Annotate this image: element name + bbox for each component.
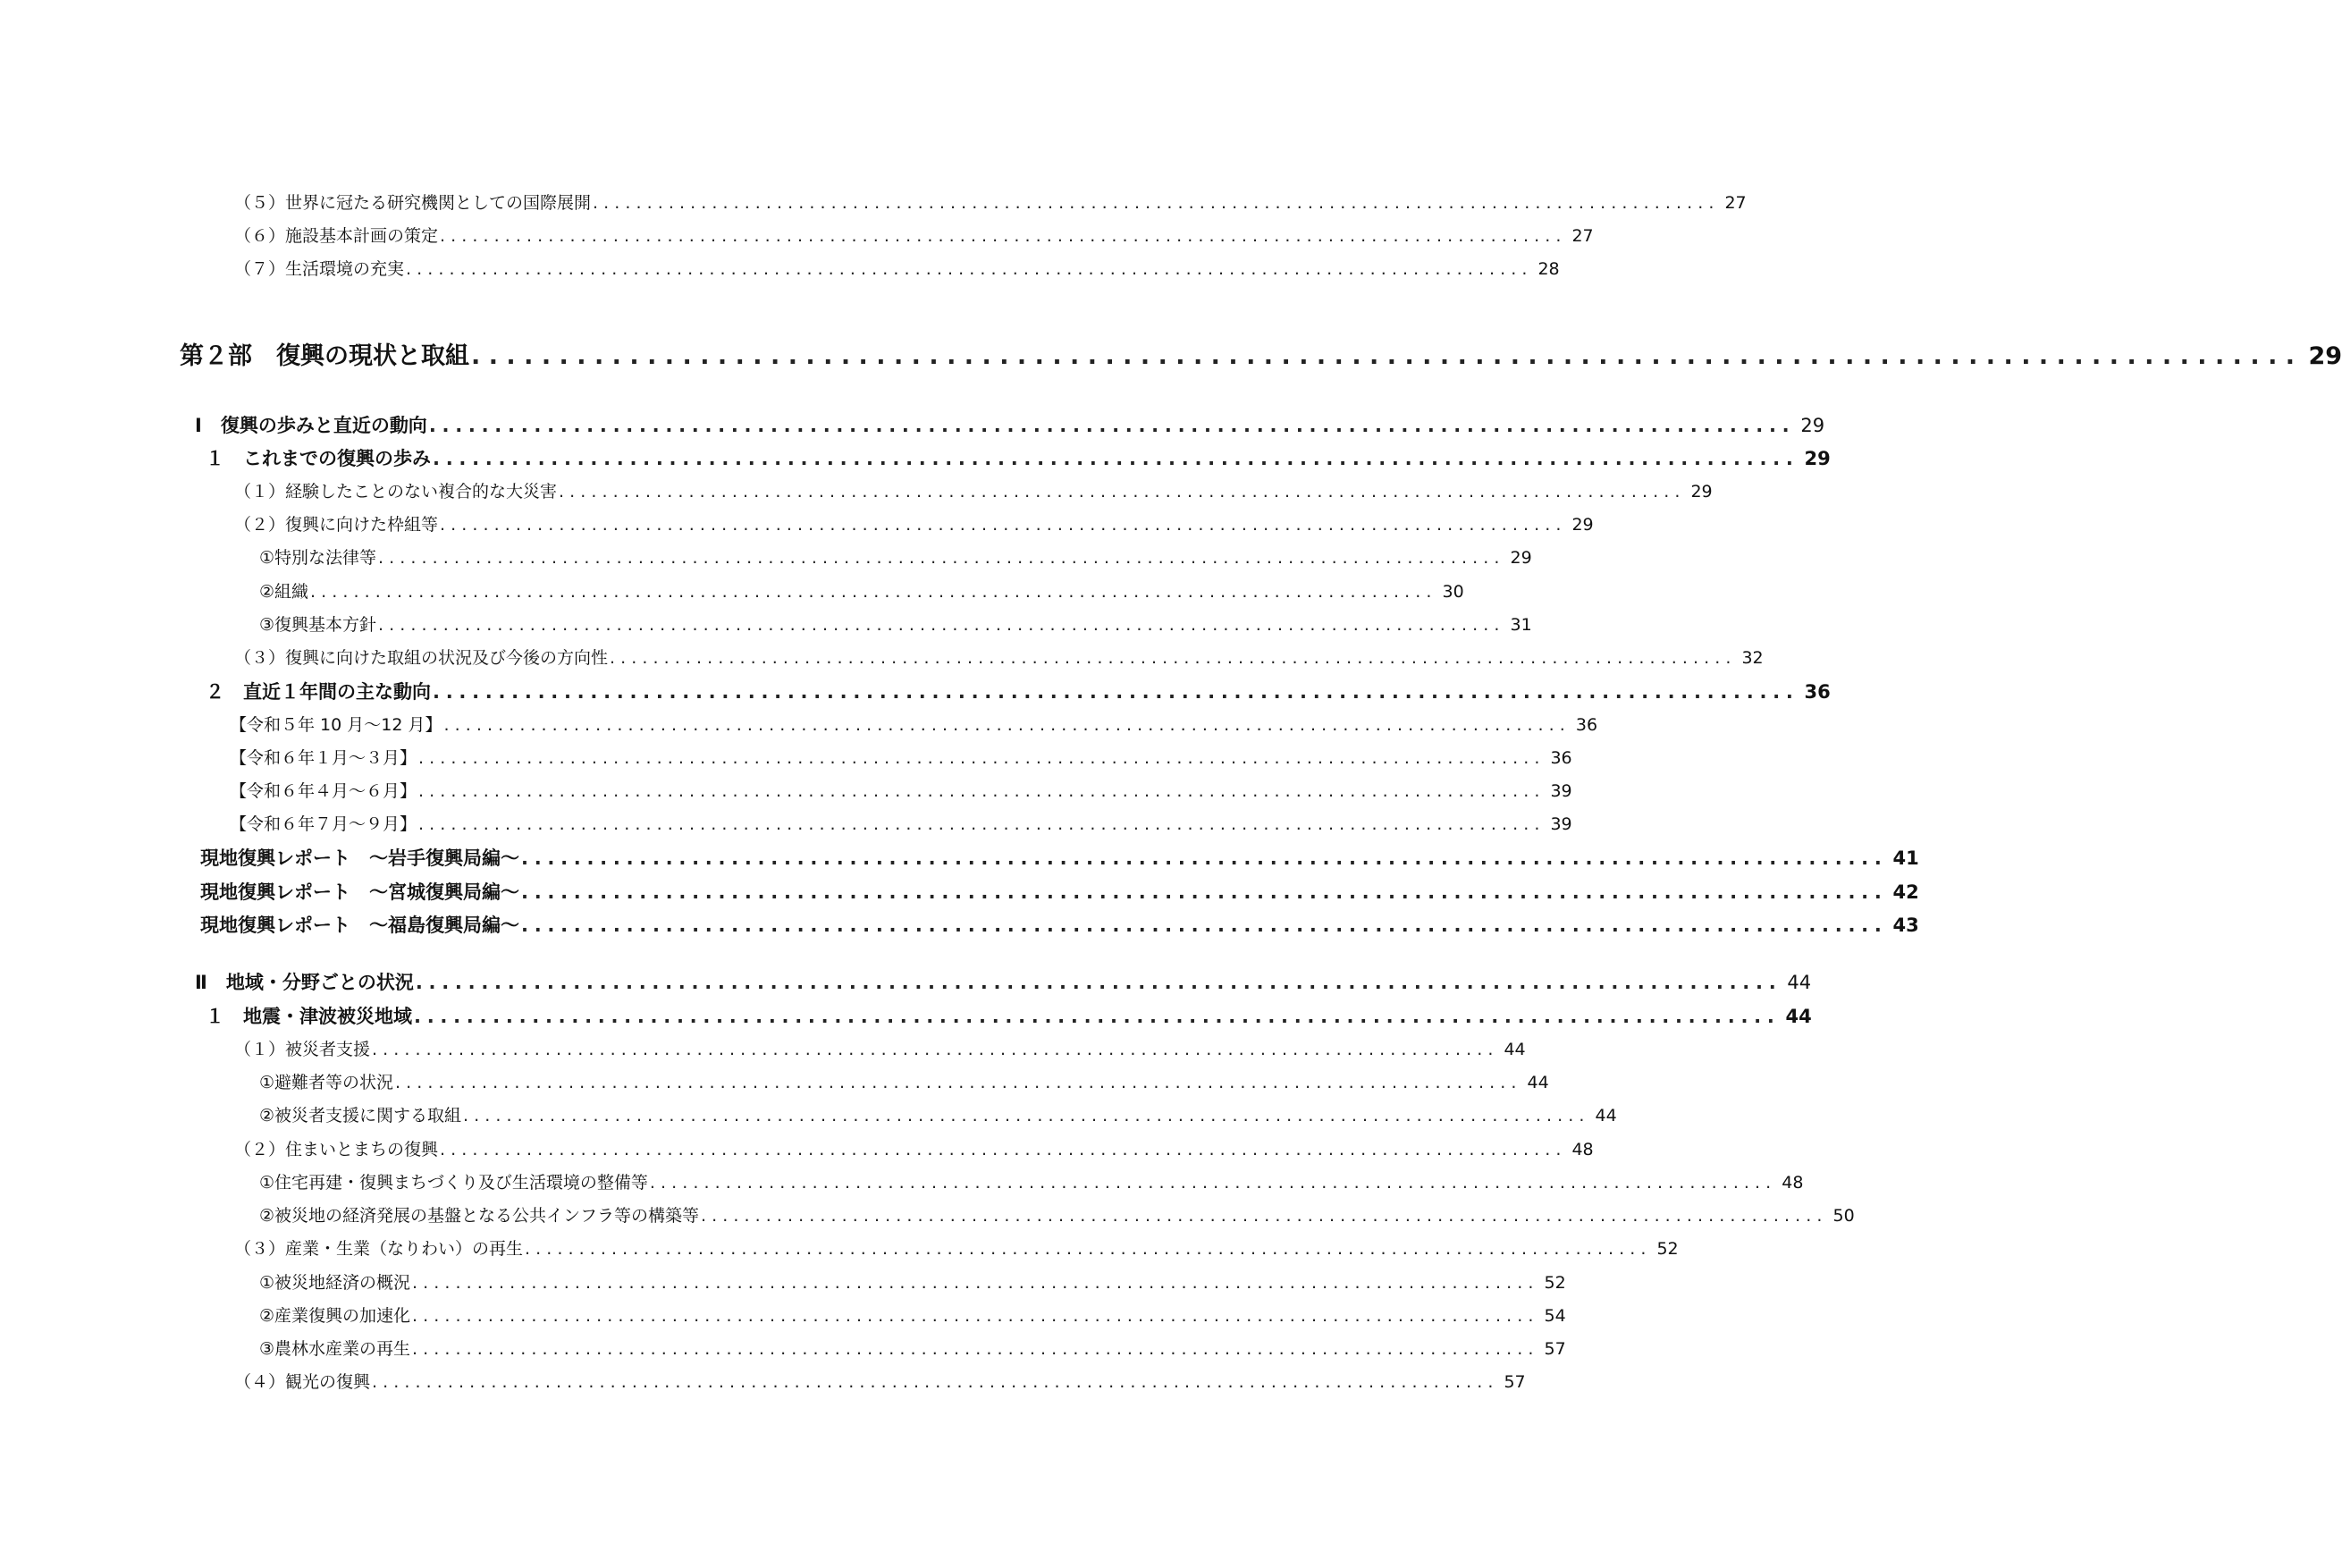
toc-page-number: 50	[1832, 1206, 1855, 1226]
toc-entry-label: 【令和６年１月～３月】	[230, 748, 417, 768]
toc-page-number: 29	[1800, 415, 1825, 436]
toc-leader: ........................................................................................................	[649, 1173, 1777, 1193]
toc-page-number: 44	[1787, 972, 1812, 993]
toc-entry-label: Ⅰ 復興の歩みと直近の動向	[195, 415, 427, 436]
toc-page-number: 44	[1785, 1006, 1812, 1027]
toc-entry-label: （３）復興に向けた取組の状況及び今後の方向性	[234, 648, 609, 668]
toc-leader: ........................................................................................................	[443, 715, 1571, 735]
toc-entry[interactable]	[230, 811, 1572, 835]
toc-leader: ........................................................................................................	[440, 515, 1567, 535]
toc-page-number: 44	[1527, 1073, 1549, 1092]
toc-page-number: 32	[1741, 648, 1764, 668]
toc-page-number: 29	[1510, 548, 1532, 568]
toc-leader: ........................................................................................................	[406, 259, 1533, 279]
toc-page-number: 30	[1442, 582, 1464, 602]
toc-page-number: 44	[1504, 1040, 1526, 1059]
toc-entry-label: （２）復興に向けた枠組等	[234, 515, 439, 535]
toc-page-number: 29	[1571, 515, 1594, 535]
toc-entry[interactable]	[234, 478, 1713, 502]
toc-page-number: 54	[1544, 1306, 1566, 1326]
toc-entry[interactable]	[259, 1202, 1855, 1227]
toc-report-heading[interactable]	[200, 911, 1919, 938]
toc-part-heading[interactable]	[180, 336, 2342, 371]
toc-entry-label: ①住宅再建・復興まちづくり及び生活環境の整備等	[259, 1173, 648, 1193]
toc-entry[interactable]	[230, 712, 1598, 736]
toc-section-heading[interactable]	[206, 678, 1831, 704]
toc-leader: ........................................................................................................	[433, 448, 1799, 469]
toc-leader: ........................................................................................................	[372, 1372, 1499, 1392]
toc-entry-label: （４）観光の復興	[234, 1372, 371, 1392]
toc-page-number: 28	[1537, 259, 1560, 279]
toc-leader: ........................................................................................................	[412, 1273, 1539, 1293]
toc-entry[interactable]	[234, 223, 1594, 247]
toc-page-number: 29	[1690, 482, 1713, 502]
toc-report-heading[interactable]	[200, 844, 1919, 871]
toc-page-number: 57	[1544, 1339, 1566, 1359]
toc-page-number: 52	[1544, 1273, 1566, 1293]
toc-page-number: 48	[1571, 1140, 1594, 1159]
toc-entry-label: ①避難者等の状況	[259, 1073, 394, 1092]
toc-entry-label: （１）経験したことのない複合的な大災害	[234, 482, 558, 502]
toc-entry-label: ①被災地経済の概況	[259, 1273, 411, 1293]
toc-entry[interactable]	[230, 745, 1572, 769]
toc-entry-label: ②産業復興の加速化	[259, 1306, 411, 1326]
toc-entry[interactable]	[259, 544, 1532, 569]
toc-entry-label: ②被災地の経済発展の基盤となる公共インフラ等の構築等	[259, 1206, 700, 1226]
toc-entry-label: ２ 直近１年間の主な動向	[206, 681, 431, 703]
toc-page-number: 29	[2308, 342, 2342, 370]
toc-entry[interactable]	[234, 256, 1560, 280]
toc-page-number: 44	[1595, 1106, 1617, 1125]
toc-leader: ........................................................................................................	[378, 615, 1505, 635]
toc-leader: ........................................................................................................	[372, 1040, 1499, 1059]
toc-page-number: 31	[1510, 615, 1532, 635]
toc-entry[interactable]	[230, 778, 1572, 802]
toc-leader: ........................................................................................................	[418, 781, 1546, 801]
toc-leader: ........................................................................................................	[415, 972, 1782, 993]
toc-leader: ........................................................................................................	[701, 1206, 1828, 1226]
toc-entry-label: （３）産業・生業（なりわい）の再生	[234, 1239, 524, 1259]
toc-entry[interactable]	[259, 1169, 1804, 1193]
toc-leader: ........................................................................................................	[428, 415, 1796, 436]
toc-leader: ........................................................................................................	[310, 582, 1437, 602]
toc-entry[interactable]	[259, 611, 1532, 636]
toc-page-number: 39	[1550, 814, 1572, 834]
toc-entry-label: （２）住まいとまちの復興	[234, 1140, 439, 1159]
toc-entry-label: 現地復興レポート ～岩手復興局編～	[200, 847, 519, 869]
toc-leader: ........................................................................................................	[521, 881, 1888, 903]
toc-leader: ........................................................................................................	[412, 1306, 1539, 1326]
toc-entry-label: 【令和６年４月～６月】	[230, 781, 417, 801]
toc-entry-label: ②被災者支援に関する取組	[259, 1106, 462, 1125]
toc-entry-label: 【令和６年７月～９月】	[230, 814, 417, 834]
toc-leader: ........................................................................................................	[471, 342, 2304, 370]
toc-leader: ........................................................................................................	[521, 915, 1888, 936]
toc-entry-label: ③復興基本方針	[259, 615, 377, 635]
toc-leader: ........................................................................................................	[418, 814, 1546, 834]
toc-entry[interactable]	[259, 1069, 1549, 1093]
toc-entry-label: （５）世界に冠たる研究機関としての国際展開	[234, 193, 592, 213]
toc-page-number: 39	[1550, 781, 1572, 801]
toc-entry[interactable]	[234, 1036, 1526, 1060]
toc-page-number: 57	[1504, 1372, 1526, 1392]
toc-entry[interactable]	[234, 1369, 1526, 1393]
toc-page-number: 36	[1550, 748, 1572, 768]
toc-page-number: 29	[1804, 448, 1831, 469]
toc-entry-label: （６）施設基本計画の策定	[234, 226, 439, 246]
toc-leader: ........................................................................................................	[378, 548, 1505, 568]
toc-page-number: 27	[1724, 193, 1747, 213]
toc-entry-label: 【令和５年 10 月～12 月】	[230, 715, 442, 735]
toc-leader: ........................................................................................................	[559, 482, 1686, 502]
toc-entry-label: 現地復興レポート ～福島復興局編～	[200, 915, 519, 936]
toc-leader: ........................................................................................................	[593, 193, 1720, 213]
toc-section-heading[interactable]	[206, 444, 1831, 471]
toc-leader: ........................................................................................................	[525, 1239, 1652, 1259]
toc-page-number: 52	[1656, 1239, 1679, 1259]
toc-page-number: 48	[1782, 1173, 1804, 1193]
toc-leader: ........................................................................................................	[610, 648, 1737, 668]
toc-entry-label: ③農林水産業の再生	[259, 1339, 411, 1359]
toc-page-number: 27	[1571, 226, 1594, 246]
toc-entry-label: 第２部 復興の現状と取組	[180, 342, 469, 370]
toc-entry-label: ②組織	[259, 582, 309, 602]
toc-leader: ........................................................................................................	[440, 1140, 1567, 1159]
toc-entry[interactable]	[234, 645, 1764, 669]
toc-section-heading[interactable]	[206, 1002, 1812, 1029]
toc-report-heading[interactable]	[200, 878, 1919, 905]
toc-entry[interactable]	[234, 1235, 1679, 1260]
toc-page-number: 43	[1892, 915, 1919, 936]
toc-entry[interactable]	[259, 1269, 1566, 1294]
toc-leader: ........................................................................................................	[395, 1073, 1522, 1092]
toc-leader: ........................................................................................................	[414, 1006, 1781, 1027]
toc-page-number: 36	[1804, 681, 1831, 703]
toc-entry[interactable]	[259, 578, 1464, 603]
toc-entry[interactable]	[259, 1336, 1566, 1360]
toc-leader: ........................................................................................................	[433, 681, 1799, 703]
toc-entry-label: ①特別な法律等	[259, 548, 377, 568]
toc-entry-label: （７）生活環境の充実	[234, 259, 405, 279]
toc-leader: ........................................................................................................	[412, 1339, 1539, 1359]
toc-entry-label: Ⅱ 地域・分野ごとの状況	[195, 972, 414, 993]
toc-entry[interactable]	[234, 190, 1747, 214]
toc-leader: ........................................................................................................	[463, 1106, 1590, 1125]
toc-page-number: 42	[1892, 881, 1919, 903]
toc-chapter-heading[interactable]	[195, 968, 1812, 995]
toc-entry[interactable]	[259, 1302, 1566, 1327]
toc-leader: ........................................................................................................	[418, 748, 1546, 768]
toc-entry[interactable]	[234, 1136, 1594, 1160]
toc-entry-label: １ これまでの復興の歩み	[206, 448, 431, 469]
toc-entry[interactable]	[259, 1102, 1617, 1126]
toc-chapter-heading[interactable]	[195, 411, 1825, 438]
toc-page-number: 41	[1892, 847, 1919, 869]
toc-leader: ........................................................................................................	[440, 226, 1567, 246]
toc-leader: ........................................................................................................	[521, 847, 1888, 869]
toc-entry-label: （１）被災者支援	[234, 1040, 371, 1059]
toc-entry[interactable]	[234, 511, 1594, 535]
toc-page-number: 36	[1575, 715, 1598, 735]
toc-entry-label: 現地復興レポート ～宮城復興局編～	[200, 881, 519, 903]
toc-entry-label: １ 地震・津波被災地域	[206, 1006, 412, 1027]
